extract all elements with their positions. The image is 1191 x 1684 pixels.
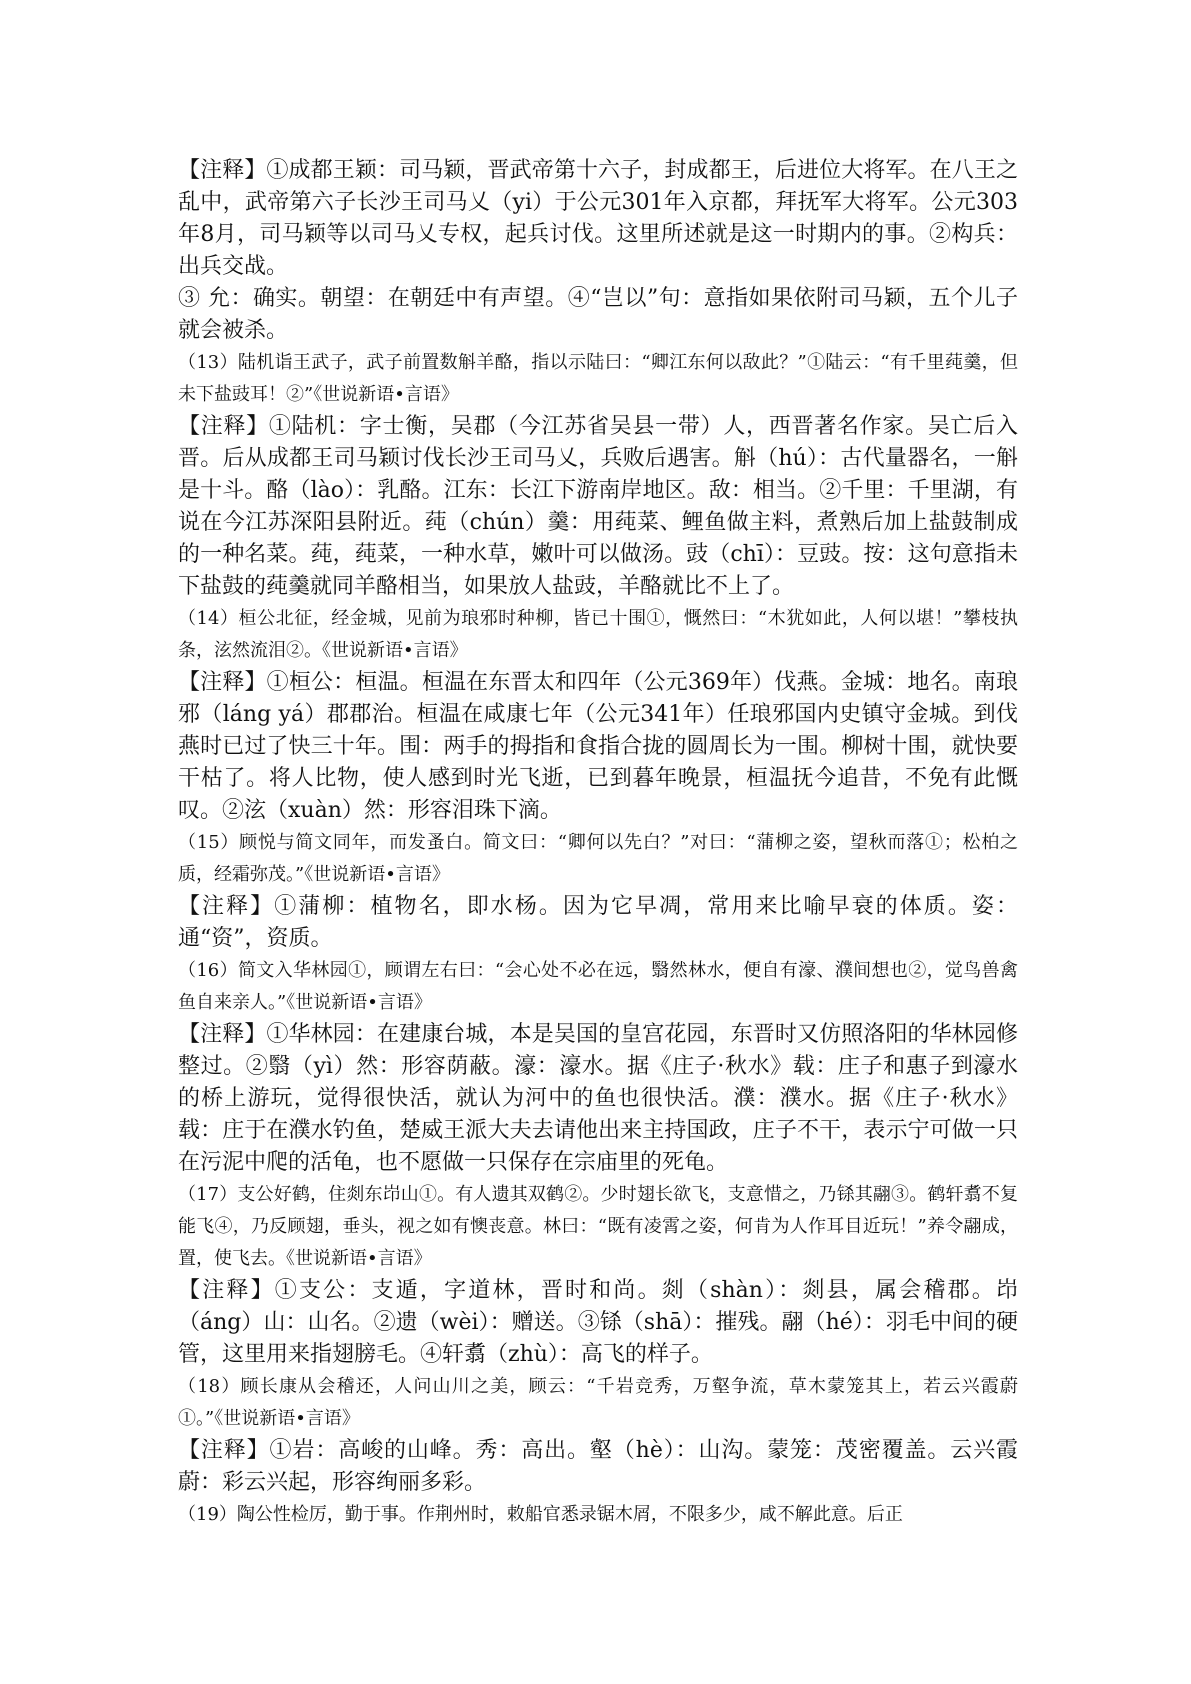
original-text: （19）陶公性检厉，勤于事。作荆州时，敕船官悉录锯木屑，不限多少，咸不解此意。后正	[178, 1504, 903, 1525]
note-text: ①岩：高峻的山峰。秀：高出。壑（hè）：山沟。蒙笼：茂密覆盖。云兴霞蔚：彩云兴起，形容绚丽多彩。	[178, 1438, 1018, 1495]
note-paragraph	[178, 1275, 1018, 1371]
note-text: ③ 允：确实。朝望：在朝廷中有声望。④“岂以”句：意指如果依附司马颖，五个儿子就会被杀。	[178, 286, 1018, 343]
note-paragraph	[178, 891, 1018, 955]
note-text: ①蒲柳：植物名，即水杨。因为它早凋，常用来比喻早衰的体质。姿：通“资”，资质。	[178, 894, 1018, 951]
note-paragraph	[178, 411, 1018, 603]
note-tag: 【注释】	[178, 414, 269, 439]
note-text: ①支公：支遁，字道林，晋时和尚。剡（shàn）：剡县，属会稽郡。岇（áng）山：山名。②遗（wèi）：赠送。③铩（shā）：摧残。翮（hé）：羽毛中间的硬管，这里用来指翅膀毛。④轩翥（zhù）：高飞的样子。	[178, 1278, 1018, 1367]
original-text: （13）陆机诣王武子，武子前置数斛羊酪，指以示陆曰：“卿江东何以敌此？”①陆云：“有千里莼羹，但未下盐豉耳！②”《世说新语•言语》	[178, 352, 1018, 405]
original-text: （18）顾长康从会稽还，人问山川之美，顾云：“千岩竞秀，万壑争流，草木蒙笼其上，若云兴霞蔚①。”《世说新语•言语》	[178, 1376, 1018, 1429]
note-text: ①成都王颖：司马颖，晋武帝第十六子，封成都王，后进位大将军。在八王之乱中，武帝第六子长沙王司马乂（yi）于公元301年入京都，拜抚军大将军。公元303年8月，司马颖等以司马乂专权，起兵讨伐。这里所述就是这一时期内的事。②构兵：出兵交战。	[178, 158, 1018, 279]
note-tag: 【注释】	[178, 670, 267, 695]
original-text-paragraph	[178, 347, 1018, 411]
note-text: ①华林园：在建康台城，本是吴国的皇宫花园，东晋时又仿照洛阳的华林园修整过。②翳（yì）然：形容荫蔽。濠：濠水。据《庄子·秋水》载：庄子和惠子到濠水的桥上游玩，觉得很快活，就认为河中的鱼也很快活。濮：濮水。据《庄子·秋水》载：庄于在濮水钓鱼，楚威王派大夫去请他出来主持国政，庄子不干，表示宁可做一只在污泥中爬的活龟，也不愿做一只保存在宗庙里的死龟。	[178, 1022, 1018, 1175]
note-tag: 【注释】	[178, 1278, 275, 1303]
document-page	[178, 155, 1018, 1531]
original-text-paragraph	[178, 603, 1018, 667]
note-text: ①陆机：字士衡，吴郡（今江苏省吴县一带）人，西晋著名作家。吴亡后入晋。后从成都王司马颖讨伐长沙王司马乂，兵败后遇害。斛（hú）：古代量器名，一斛是十斗。酪（lào）：乳酪。江东：长江下游南岸地区。敌：相当。②千里：千里湖，有说在今江苏深阳县附近。莼（chún）羹：用莼菜、鲤鱼做主料，煮熟后加上盐鼓制成的一种名菜。莼，莼菜，一种水草，嫩叶可以做汤。豉（chī）：豆豉。按：这句意指未下盐鼓的莼羹就同羊酪相当，如果放人盐豉，羊酪就比不上了。	[178, 414, 1018, 599]
original-text-paragraph	[178, 1179, 1018, 1275]
note-paragraph	[178, 667, 1018, 827]
note-paragraph	[178, 283, 1018, 347]
note-tag: 【注释】	[178, 1022, 267, 1047]
note-paragraph	[178, 1019, 1018, 1179]
original-text-paragraph	[178, 827, 1018, 891]
note-paragraph	[178, 155, 1018, 283]
original-text: （17）支公好鹤，住剡东岇山①。有人遗其双鹤②。少时翅长欲飞，支意惜之，乃铩其翮③。鹤轩翥不复能飞④，乃反顾翅，垂头，视之如有懊丧意。林曰：“既有凌霄之姿，何肯为人作耳目近玩！”养令翮成，置，使飞去。《世说新语•言语》	[178, 1184, 1018, 1269]
original-text: （16）简文入华林园①，顾谓左右曰：“会心处不必在远，翳然林水，便自有濠、濮间想也②，觉鸟兽禽鱼自来亲人。”《世说新语•言语》	[178, 960, 1018, 1013]
note-paragraph	[178, 1435, 1018, 1499]
note-text: ①桓公：桓温。桓温在东晋太和四年（公元369年）伐燕。金城：地名。南琅邪（láng yá）郡郡治。桓温在咸康七年（公元341年）任琅邪国内史镇守金城。到伐燕时已过了快三十年。围：两手的拇指和食指合拢的圆周长为一围。柳树十围，就快要干枯了。将人比物，使人感到时光飞逝，已到暮年晚景，桓温抚今追昔，不免有此慨叹。②泫（xuàn）然：形容泪珠下滴。	[178, 670, 1018, 823]
note-tag: 【注释】	[178, 1438, 270, 1463]
original-text: （14）桓公北征，经金城，见前为琅邪时种柳，皆已十围①，慨然曰：“木犹如此，人何以堪！”攀枝执条，泫然流泪②。《世说新语•言语》	[178, 608, 1018, 661]
original-text-paragraph	[178, 1499, 1018, 1531]
original-text-paragraph	[178, 955, 1018, 1019]
note-tag: 【注释】	[178, 158, 267, 183]
note-tag: 【注释】	[178, 894, 275, 919]
original-text: （15）顾悦与简文同年，而发蚤白。简文曰：“卿何以先白？”对曰：“蒲柳之姿，望秋而落①；松柏之质，经霜弥茂。”《世说新语•言语》	[178, 832, 1018, 885]
original-text-paragraph	[178, 1371, 1018, 1435]
